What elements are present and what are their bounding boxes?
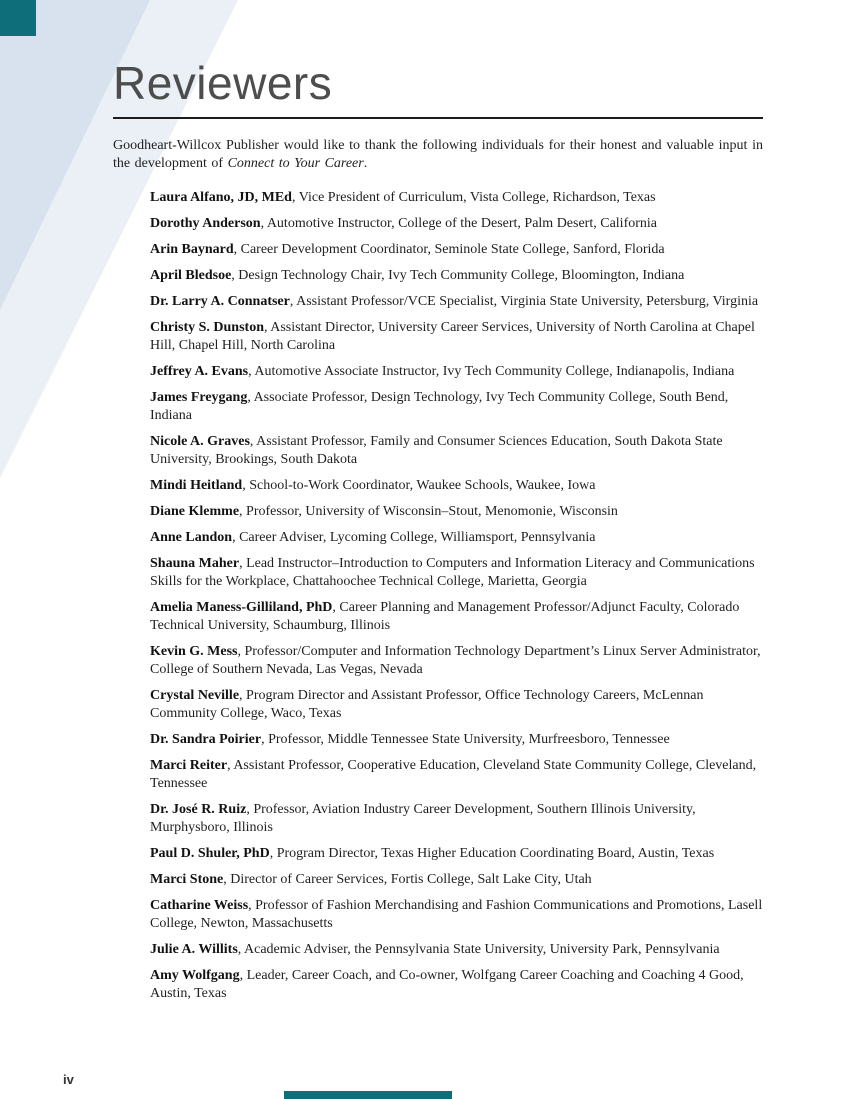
reviewer-name: April Bledsoe [150,267,232,283]
reviewer-name: Julie A. Willits [150,941,238,957]
reviewer-entry [150,477,763,495]
reviewer-name: Nicole A. Graves [150,433,250,449]
reviewer-details: , Leader, Career Coach, and Co-owner, Wolfgang Career Coaching and Coaching 4 Good, Austin, Texas [150,967,744,1001]
reviewer-entry [150,687,763,723]
reviewer-name: Jeffrey A. Evans [150,363,249,379]
reviewer-name: Mindi Heitland [150,477,243,493]
reviewer-details: , Professor, University of Wisconsin–Stout, Menomonie, Wisconsin [239,503,618,519]
reviewer-details: , Assistant Professor, Family and Consumer Sciences Education, South Dakota State University, Brookings, South Dakota [150,433,723,467]
reviewer-details: , Program Director and Assistant Professor, Office Technology Careers, McLennan Community College, Waco, Texas [150,687,704,721]
reviewer-name: Amy Wolfgang [150,967,240,983]
reviewer-name: Arin Baynard [150,241,234,257]
reviewer-details: , Design Technology Chair, Ivy Tech Community College, Bloomington, Indiana [231,267,685,283]
reviewer-details: , Professor/Computer and Information Technology Department’s Linux Server Administrator, College of Southern Nevada, Las Vegas, Nevada [150,643,761,677]
reviewer-details: , Professor of Fashion Merchandising and Fashion Communications and Promotions, Lasell College, Newton, Massachusetts [150,897,763,931]
reviewer-name: Shauna Maher [150,555,240,571]
reviewer-name: James Freygang [150,389,248,405]
reviewer-details: , Automotive Instructor, College of the Desert, Palm Desert, California [260,215,657,231]
reviewer-entry [150,267,763,285]
page-title: Reviewers [113,57,333,109]
reviewer-entry [150,293,763,311]
reviewer-entry [150,941,763,959]
intro-paragraph [113,137,763,174]
title-rule [113,117,763,119]
reviewer-name: Paul D. Shuler, PhD [150,845,270,861]
reviewer-entry [150,871,763,889]
bottom-accent-bar [284,1091,452,1099]
reviewer-entry [150,529,763,547]
reviewer-name: Christy S. Dunston [150,319,264,335]
reviewer-name: Diane Klemme [150,503,240,519]
reviewer-name: Dr. Sandra Poirier [150,731,262,747]
reviewer-name: Dorothy Anderson [150,215,261,231]
reviewer-details: , Assistant Professor, Cooperative Education, Cleveland State Community College, Cleveland, Tennessee [150,757,757,791]
reviewer-entry [150,363,763,381]
reviewer-entry [150,503,763,521]
reviewer-name: Marci Reiter [150,757,228,773]
reviewer-details: , Director of Career Services, Fortis College, Salt Lake City, Utah [223,871,592,887]
reviewer-details: , Automotive Associate Instructor, Ivy Tech Community College, Indianapolis, Indiana [248,363,735,379]
reviewer-details: , Academic Adviser, the Pennsylvania State University, University Park, Pennsylvania [237,941,720,957]
reviewer-name: Crystal Neville [150,687,240,703]
reviewer-details: , Professor, Middle Tennessee State University, Murfreesboro, Tennessee [261,731,670,747]
reviewer-entry [150,845,763,863]
reviewer-name: Catharine Weiss [150,897,249,913]
reviewer-details: , Vice President of Curriculum, Vista College, Richardson, Texas [291,189,656,205]
reviewer-entry [150,189,763,207]
reviewer-entry [150,215,763,233]
reviewer-name: Amelia Maness-Gilliland, PhD [150,599,333,615]
reviewer-name: Dr. Larry A. Connatser [150,293,290,309]
intro-text-before: Goodheart-Willcox Publisher would like to thank the following individuals for their honest and valuable input in the development of [113,137,763,172]
reviewer-details: , Career Adviser, Lycoming College, Williamsport, Pennsylvania [232,529,596,545]
reviewer-entry [150,599,763,635]
reviewer-entry [150,967,763,1003]
reviewer-entry [150,897,763,933]
reviewer-name: Marci Stone [150,871,224,887]
book-title: Connect to Your Career [227,156,364,172]
reviewer-entry [150,643,763,679]
reviewer-details: , Associate Professor, Design Technology, Ivy Tech Community College, South Bend, Indiana [150,389,729,423]
reviewer-entry [150,433,763,469]
reviewer-details: , Program Director, Texas Higher Education Coordinating Board, Austin, Texas [269,845,715,861]
reviewer-entry [150,801,763,837]
reviewer-name: Kevin G. Mess [150,643,238,659]
page-number: iv [63,1072,74,1087]
reviewer-entry [150,555,763,591]
reviewer-details: , Assistant Professor/VCE Specialist, Virginia State University, Petersburg, Virginia [289,293,759,309]
reviewer-entry [150,731,763,749]
reviewer-details: , School-to-Work Coordinator, Waukee Schools, Waukee, Iowa [242,477,596,493]
reviewer-name: Anne Landon [150,529,233,545]
reviewer-details: , Assistant Director, University Career Services, University of North Carolina at Chapel Hill, Chapel Hill, North Carolina [150,319,755,353]
corner-accent-square [0,0,36,36]
page-content [113,0,763,1011]
reviewer-entry [150,241,763,259]
reviewer-details: , Career Planning and Management Professor/Adjunct Faculty, Colorado Technical University, Schaumburg, Illinois [150,599,740,633]
reviewer-list [150,189,763,1003]
reviewer-details: , Career Development Coordinator, Seminole State College, Sanford, Florida [233,241,665,257]
reviewer-entry [150,757,763,793]
reviewer-name: Dr. José R. Ruiz [150,801,247,817]
intro-text-after: . [363,156,368,172]
reviewer-entry [150,389,763,425]
reviewer-details: , Professor, Aviation Industry Career Development, Southern Illinois University, Murphysboro, Illinois [150,801,696,835]
reviewer-details: , Lead Instructor–Introduction to Computers and Information Literacy and Communications Skills for the Workplace, Chattahoochee Technical College, Marietta, Georgia [150,555,755,589]
reviewer-name: Laura Alfano, JD, MEd [150,189,292,205]
reviewer-entry [150,319,763,355]
